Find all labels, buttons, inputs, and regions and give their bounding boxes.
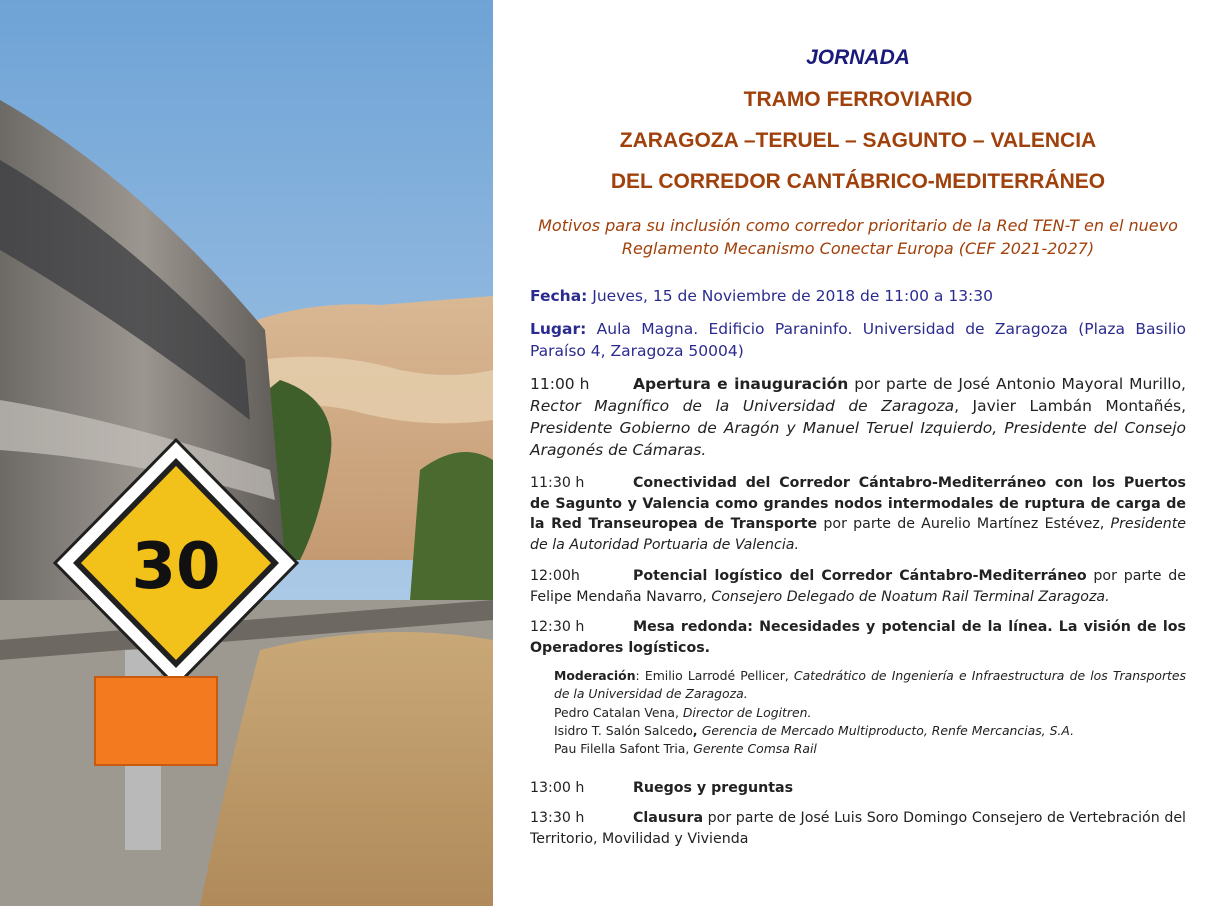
program-item-questions	[530, 778, 1186, 799]
program-item-logistics	[530, 566, 1186, 607]
moderator-label: Moderación	[554, 668, 636, 683]
item-title: Clausura	[633, 810, 704, 826]
sign-number: 30	[131, 530, 221, 604]
panelist-role: Gerencia de Mercado Multiproducto, Renfe Mercancias, S.A.	[701, 722, 1075, 738]
item-role: Presidente de la Autoridad Portuaria de Valencia.	[530, 516, 1187, 553]
item-time: 11:00 h	[530, 375, 590, 393]
item-title: Conectividad del Corredor Cántabro-Mediterráneo con los Puertos de Sagunto y Valencia como grandes nodos intermodales de ruptura de carga de la Red Transeuropea de Transporte	[530, 475, 1186, 532]
item-title: Ruegos y preguntas	[633, 780, 794, 796]
roundtable-panel	[554, 667, 1186, 758]
item-text: por parte de José Luis Soro Domingo Consejero de Vertebración del Territorio, Movilidad y Vivienda	[530, 810, 1186, 847]
panelist-name: Pau Filella Safont Tria,	[554, 741, 694, 757]
event-title-line3: DEL CORREDOR CANTÁBRICO-MEDITERRÁNEO	[610, 170, 1106, 193]
moderator-name: Emilio Larrodé Pellicer,	[644, 668, 794, 683]
panelist-line: Isidro T. Salón Salcedo, Gerencia de Mercado Multiproducto, Renfe Mercancias, S.A.	[554, 722, 1075, 738]
item-title: Mesa redonda: Necesidades y potencial de la línea. La visión de los Operadores logísticos.	[530, 619, 1186, 656]
program-item-roundtable	[530, 617, 1186, 658]
panelist-role: Director de Logitren.	[682, 704, 812, 720]
item-text: por parte de José Antonio Mayoral Murillo,	[848, 375, 1186, 393]
item-title: Potencial logístico del Corredor Cántabro-Mediterráneo	[633, 568, 1087, 584]
panelist-name: Pedro Catalan Vena,	[554, 704, 683, 720]
railway-scene-image	[0, 0, 493, 906]
panelist-line	[554, 740, 1186, 758]
item-role: Presidente Gobierno de Aragón y Manuel Teruel Izquierdo, Presidente del Consejo Aragonés de Cámaras.	[530, 419, 1186, 459]
item-text: , Javier Lambán Montañés,	[954, 397, 1186, 415]
moderator-line: Moderación: Emilio Larrodé Pellicer, Catedrático de Ingeniería e Infraestructura de los Transportes de la Universidad de Zaragoza.	[554, 668, 1186, 702]
event-title-line1: TRAMO FERROVIARIO	[743, 88, 973, 111]
item-time: 11:30 h	[530, 475, 585, 491]
item-role: Consejero Delegado de Noatum Rail Terminal Zaragoza.	[711, 588, 1110, 605]
event-type: JORNADA	[806, 46, 910, 69]
item-role: Rector Magnífico de la Universidad de Zaragoza	[530, 397, 955, 415]
item-text: por parte de Felipe Mendaña Navarro,	[530, 568, 1186, 605]
event-info	[530, 0, 1186, 906]
item-time: 13:00 h	[530, 780, 585, 796]
program-item-connectivity	[530, 473, 1186, 555]
item-time: 13:30 h	[530, 810, 585, 826]
panelist-line	[554, 704, 1186, 722]
venue-line	[530, 318, 1186, 362]
item-title: Apertura e inauguración	[633, 375, 849, 393]
moderator-role: Catedrático de Ingeniería e Infraestructura de los Transportes de la Universidad de Zaragoza.	[554, 668, 1186, 702]
date-value: Jueves, 15 de Noviembre de 2018 de 11:00 a 13:30	[587, 287, 994, 305]
venue-value: Aula Magna. Edificio Paraninfo. Universidad de Zaragoza (Plaza Basilio Paraíso 4, Zaragoza 50004)	[530, 320, 1186, 360]
item-text: por parte de Aurelio Martínez Estévez,	[817, 516, 1111, 532]
train-photo	[0, 0, 493, 906]
panelist-role: Gerente Comsa Rail	[693, 741, 817, 757]
event-subtitle: Motivos para su inclusión como corredor prioritario de la Red TEN-T en el nuevo Reglamento Mecanismo Conectar Europa (CEF 2021-2027)	[538, 216, 1178, 258]
item-time: 12:30 h	[530, 619, 585, 635]
event-title-line2: ZARAGOZA –TERUEL – SAGUNTO – VALENCIA	[619, 129, 1097, 152]
date-label: Fecha:	[530, 287, 588, 305]
program-item-closing	[530, 808, 1186, 850]
venue-label: Lugar:	[530, 320, 587, 338]
orange-plate	[95, 677, 217, 765]
program-item-opening	[530, 373, 1186, 461]
item-time: 12:00h	[530, 568, 580, 584]
date-line	[530, 285, 1186, 307]
panelist-name: Isidro T. Salón Salcedo	[554, 722, 693, 738]
